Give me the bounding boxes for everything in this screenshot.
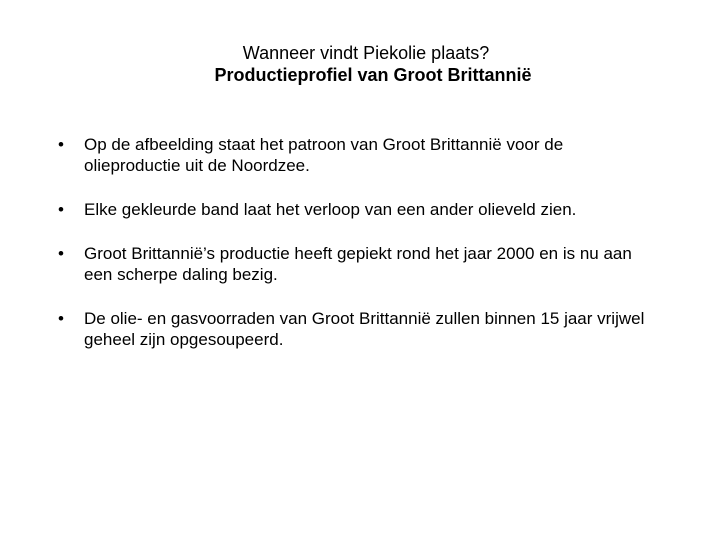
bullet-list	[58, 134, 658, 373]
bullet-text: De olie- en gasvoorraden van Groot Brittannië zullen binnen 15 jaar vrijwel geheel zijn opgesoupeerd.	[84, 309, 645, 349]
bullet-text: Op de afbeelding staat het patroon van Groot Brittannië voor de olieproductie uit de Noordzee.	[84, 135, 564, 175]
bullet-item	[58, 308, 658, 350]
bullet-icon: •	[58, 309, 64, 328]
bullet-icon: •	[58, 135, 64, 154]
bullet-item	[58, 243, 658, 285]
bullet-icon: •	[58, 244, 64, 263]
bullet-text: Groot Brittannië’s productie heeft gepiekt rond het jaar 2000 en is nu aan een scherpe daling bezig.	[84, 244, 632, 284]
title-subject: Productieprofiel van Groot Brittannië	[214, 65, 532, 85]
title-question: Wanneer vindt Piekolie plaats?	[242, 43, 490, 63]
bullet-item	[58, 134, 658, 176]
bullet-text: Elke gekleurde band laat het verloop van een ander olieveld zien.	[84, 200, 577, 219]
bullet-icon: •	[58, 200, 64, 219]
slide-title	[0, 42, 720, 86]
bullet-item	[58, 199, 658, 220]
